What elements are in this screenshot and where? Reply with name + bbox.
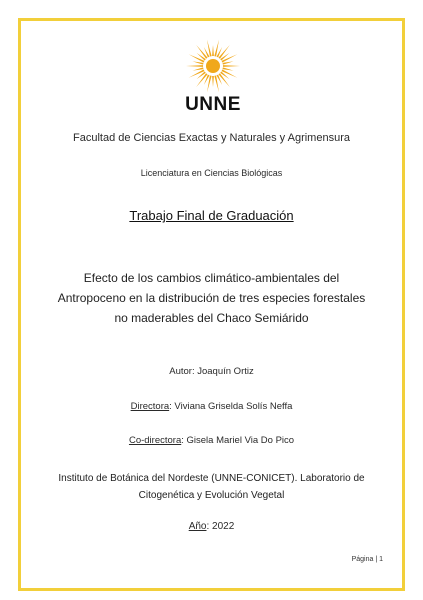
year [24,521,399,532]
year-label: Año [188,521,207,532]
thesis-title [24,268,399,328]
sun-icon [185,38,241,94]
logo-text: UNNE [185,94,241,115]
faculty-name: Facultad de Ciencias Exactas y Naturales y Agrimensura [73,132,350,144]
codirector-label: Co-directora [128,435,182,446]
year-value: : 2022 [206,521,235,532]
document-type: Trabajo Final de Graduación [129,208,294,223]
director-name: : Viviana Griselda Solís Neffa [169,401,293,412]
thesis-title-line: no maderables del Chaco Semiárido [114,311,309,325]
institute-line: Instituto de Botánica del Nordeste (UNNE-CONICET). Laboratorio de [58,473,365,484]
codirector-name: : Gisela Mariel Via Do Pico [181,435,295,446]
degree-name: Licenciatura en Ciencias Biológicas [140,168,283,178]
director [24,401,399,412]
thesis-title-line: Efecto de los cambios climático-ambientales del [83,271,340,285]
page-number: Página | 1 [351,556,383,563]
codirector [24,435,399,446]
institute-line: Citogenética y Evolución Vegetal [138,490,285,501]
author: Autor: Joaquín Ortiz [169,366,254,377]
institute [24,470,399,504]
unne-logo [181,38,245,116]
director-label: Directora [130,401,170,412]
thesis-title-line: Antropoceno en la distribución de tres especies forestales [57,291,366,305]
